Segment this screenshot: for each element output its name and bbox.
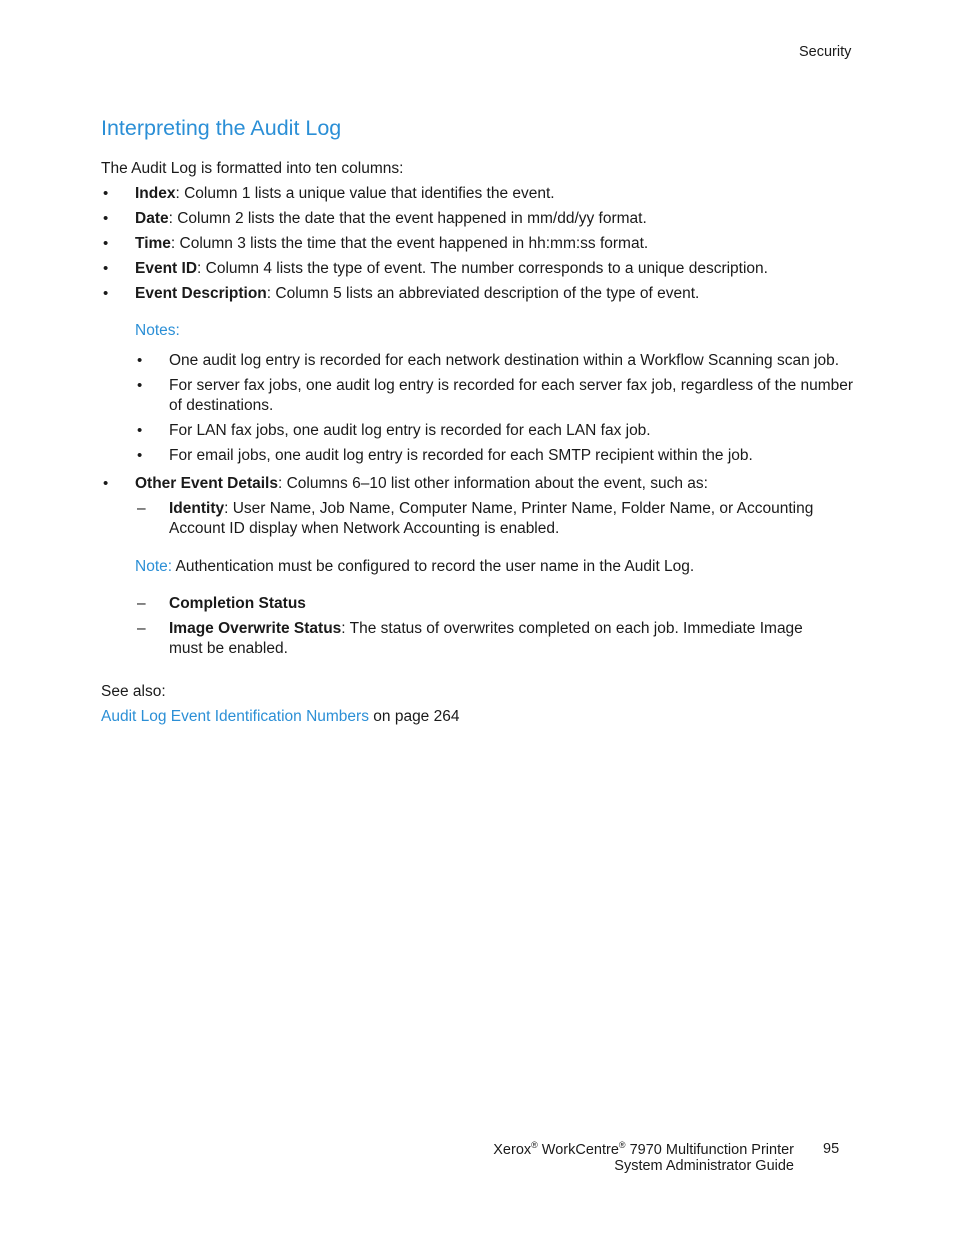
description: : Column 4 lists the type of event. The number corresponds to a unique description. xyxy=(197,260,768,277)
list-item xyxy=(135,210,647,228)
registered-mark: ® xyxy=(531,1140,538,1150)
note-paragraph xyxy=(135,558,694,576)
page-number: 95 xyxy=(823,1141,840,1157)
image-overwrite-item xyxy=(169,620,803,638)
term: Image Overwrite Status xyxy=(169,620,342,637)
term: Index xyxy=(135,185,176,202)
page-reference: on page 264 xyxy=(368,708,460,725)
list-item xyxy=(135,185,555,203)
note-label: Note: xyxy=(135,558,173,575)
term: Date xyxy=(135,210,169,227)
intro-text: The Audit Log is formatted into ten columns: xyxy=(101,160,404,177)
term: Other Event Details xyxy=(135,475,278,492)
description: : Column 2 lists the date that the event happened in mm/dd/yy format. xyxy=(168,210,647,227)
dash-icon: – xyxy=(137,620,146,637)
page-title: Interpreting the Audit Log xyxy=(101,116,342,140)
image-overwrite-item-continued: must be enabled. xyxy=(169,640,288,657)
description: : Column 5 lists an abbreviated description of the type of event. xyxy=(266,285,700,302)
bullet-icon: • xyxy=(103,285,109,302)
description: : Column 3 lists the time that the event happened in hh:mm:ss format. xyxy=(170,235,649,252)
notes-label: Notes: xyxy=(135,322,180,339)
note-item-continued: of destinations. xyxy=(169,397,274,414)
description: : The status of overwrites completed on each job. Immediate Image xyxy=(341,620,803,637)
term: Completion Status xyxy=(169,595,306,612)
term: Time xyxy=(135,235,171,252)
note-item: For email jobs, one audit log entry is recorded for each SMTP recipient within the job. xyxy=(169,447,753,464)
identity-item-continued: Account ID display when Network Accounting is enabled. xyxy=(169,520,560,537)
audit-log-event-ids-link[interactable]: Audit Log Event Identification Numbers xyxy=(101,708,369,725)
model-name: 7970 Multifunction Printer xyxy=(625,1141,794,1158)
bullet-icon: • xyxy=(137,377,143,394)
running-header: Security xyxy=(799,44,852,60)
term: Identity xyxy=(169,500,225,517)
description: : Columns 6–10 list other information about the event, such as: xyxy=(278,475,708,492)
see-also-label: See also: xyxy=(101,683,166,700)
bullet-icon: • xyxy=(103,475,109,492)
brand: Xerox xyxy=(493,1141,532,1158)
term: Event ID xyxy=(135,260,198,277)
see-also-reference xyxy=(101,708,459,726)
list-item xyxy=(135,285,699,303)
note-item: One audit log entry is recorded for each network destination within a Workflow Scanning scan job. xyxy=(169,352,840,369)
list-item xyxy=(135,235,648,253)
bullet-icon: • xyxy=(103,260,109,277)
note-item: For LAN fax jobs, one audit log entry is recorded for each LAN fax job. xyxy=(169,422,651,439)
description: : User Name, Job Name, Computer Name, Printer Name, Folder Name, or Accounting xyxy=(224,500,814,517)
bullet-icon: • xyxy=(137,447,143,464)
note-text: Authentication must be configured to record the user name in the Audit Log. xyxy=(172,558,695,575)
registered-mark: ® xyxy=(618,1140,626,1150)
identity-item xyxy=(169,500,813,518)
bullet-icon: • xyxy=(137,352,143,369)
bullet-icon: • xyxy=(103,210,109,227)
description: : Column 1 lists a unique value that identifies the event. xyxy=(175,185,555,202)
footer-product xyxy=(493,1140,794,1158)
footer-guide: System Administrator Guide xyxy=(614,1158,794,1174)
bullet-icon: • xyxy=(137,422,143,439)
dash-icon: – xyxy=(137,595,146,612)
term: Event Description xyxy=(135,285,267,302)
dash-icon: – xyxy=(137,500,146,517)
bullet-icon: • xyxy=(103,235,109,252)
bullet-icon: • xyxy=(103,185,109,202)
list-item xyxy=(135,260,768,278)
other-event-details-item xyxy=(135,475,708,493)
note-item: For server fax jobs, one audit log entry is recorded for each server fax job, regardless of the number xyxy=(169,377,854,394)
product-name: WorkCentre xyxy=(537,1141,619,1158)
completion-status-item xyxy=(169,595,306,613)
